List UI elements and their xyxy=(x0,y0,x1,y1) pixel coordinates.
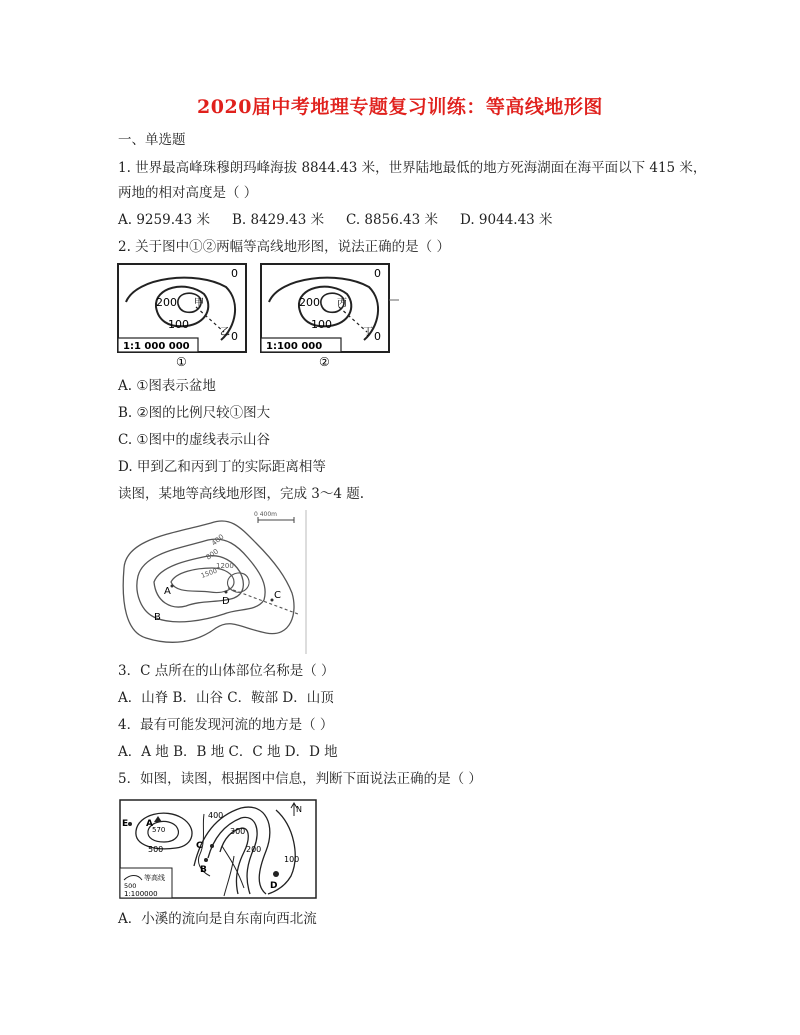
fig2-label-200: 200 xyxy=(299,296,320,309)
q2-option-a: A. ①图表示盆地 xyxy=(118,378,216,394)
map34-point-b: B xyxy=(154,612,161,623)
q2-option-d: D. 甲到乙和丙到丁的实际距离相等 xyxy=(118,459,326,475)
q3-options: A．山脊 B．山谷 C．鞍部 D．山顶 xyxy=(118,690,334,706)
q2-contour-figure xyxy=(116,262,406,372)
fig2-label-bing: 丙 xyxy=(337,298,347,309)
map5-point-b: B xyxy=(200,865,207,875)
map5-contour-400: 400 xyxy=(208,811,224,820)
map5-point-d: D xyxy=(270,881,278,891)
fig2-label-0-bottom: 0 xyxy=(374,330,381,343)
map5-point-a: A xyxy=(146,819,153,829)
q2-option-b: B. ②图的比例尺较①图大 xyxy=(118,405,271,421)
fig1-label-0-top: 0 xyxy=(231,267,238,280)
section-heading: 一、单选题 xyxy=(118,132,186,148)
figure-2 xyxy=(261,264,399,369)
map5-legend-text: 等高线 xyxy=(144,874,165,882)
fig2-label-ding: 丁 xyxy=(363,327,373,338)
fig1-label-jia: 甲 xyxy=(194,298,204,309)
map5-contour-200: 200 xyxy=(246,845,262,854)
q5-contour-map xyxy=(116,796,320,902)
q1-option-b: B. 8429.43 米 xyxy=(232,212,325,228)
fig2-scale: 1:100 000 xyxy=(266,341,323,352)
map34-contour-800: 800 xyxy=(204,547,221,562)
q1-option-a: A. 9259.43 米 xyxy=(118,212,210,228)
q1-option-d: D. 9044.43 米 xyxy=(460,212,553,228)
page-title: 2020届中考地理专题复习训练：等高线地形图 xyxy=(197,96,603,118)
fig1-label-200: 200 xyxy=(156,296,177,309)
map34-point-c: C xyxy=(274,590,281,601)
map5-legend-value: 500 xyxy=(124,882,137,890)
map5-scale: 1:100000 xyxy=(124,890,158,898)
map34-contour-1500: 1500 xyxy=(199,566,219,580)
fig2-label-0-top: 0 xyxy=(374,267,381,280)
map34-scale-label: 0 400m xyxy=(254,511,278,518)
figure-1 xyxy=(118,264,246,369)
q3-stem: 3．C 点所在的山体部位名称是（ ） xyxy=(118,663,335,679)
q2-stem: 2. 关于图中①②两幅等高线地形图，说法正确的是（ ） xyxy=(118,239,450,255)
q5-option-a: A．小溪的流向是自东南向西北流 xyxy=(118,911,317,927)
q1-option-c: C. 8856.43 米 xyxy=(346,212,439,228)
fig2-label-100: 100 xyxy=(311,318,332,331)
map5-point-e: E xyxy=(122,819,129,829)
map5-peak: 570 xyxy=(152,826,166,834)
north-arrow-label: N xyxy=(296,805,302,814)
map5-contour-300: 300 xyxy=(230,827,246,836)
map34-point-a: A xyxy=(164,586,171,597)
fig2-marker: ② xyxy=(319,355,330,369)
q5-stem: 5．如图，读图，根据图中信息，判断下面说法正确的是（ ） xyxy=(118,771,482,787)
q34-intro: 读图，某地等高线地形图，完成 3～4 题. xyxy=(118,486,365,502)
map5-contour-100: 100 xyxy=(284,855,300,864)
map5-contour-500: 500 xyxy=(148,845,164,854)
q1-stem-line1: 1. 世界最高峰珠穆朗玛峰海拔 8844.43 米，世界陆地最低的地方死海湖面在海平面以下 415 米， xyxy=(118,160,707,176)
q34-contour-map xyxy=(116,508,310,654)
map34-contour-400: 400 xyxy=(210,532,226,548)
map5-point-c: C xyxy=(196,841,203,851)
fig1-marker: ① xyxy=(176,355,187,369)
q4-stem: 4．最有可能发现河流的地方是（ ） xyxy=(118,717,334,733)
fig1-label-100: 100 xyxy=(168,318,189,331)
map34-contour-1200: 1200 xyxy=(216,562,234,570)
q4-options: A．A 地 B．B 地 C．C 地 D．D 地 xyxy=(118,744,338,760)
fig1-scale: 1:1 000 000 xyxy=(123,341,190,352)
fig1-label-0-bottom: 0 xyxy=(231,330,238,343)
fig1-label-yi: 乙 xyxy=(220,327,230,338)
q2-option-c: C. ①图中的虚线表示山谷 xyxy=(118,432,271,448)
q1-stem-line2: 两地的相对高度是（ ） xyxy=(118,185,258,201)
map34-point-d: D xyxy=(222,596,230,607)
